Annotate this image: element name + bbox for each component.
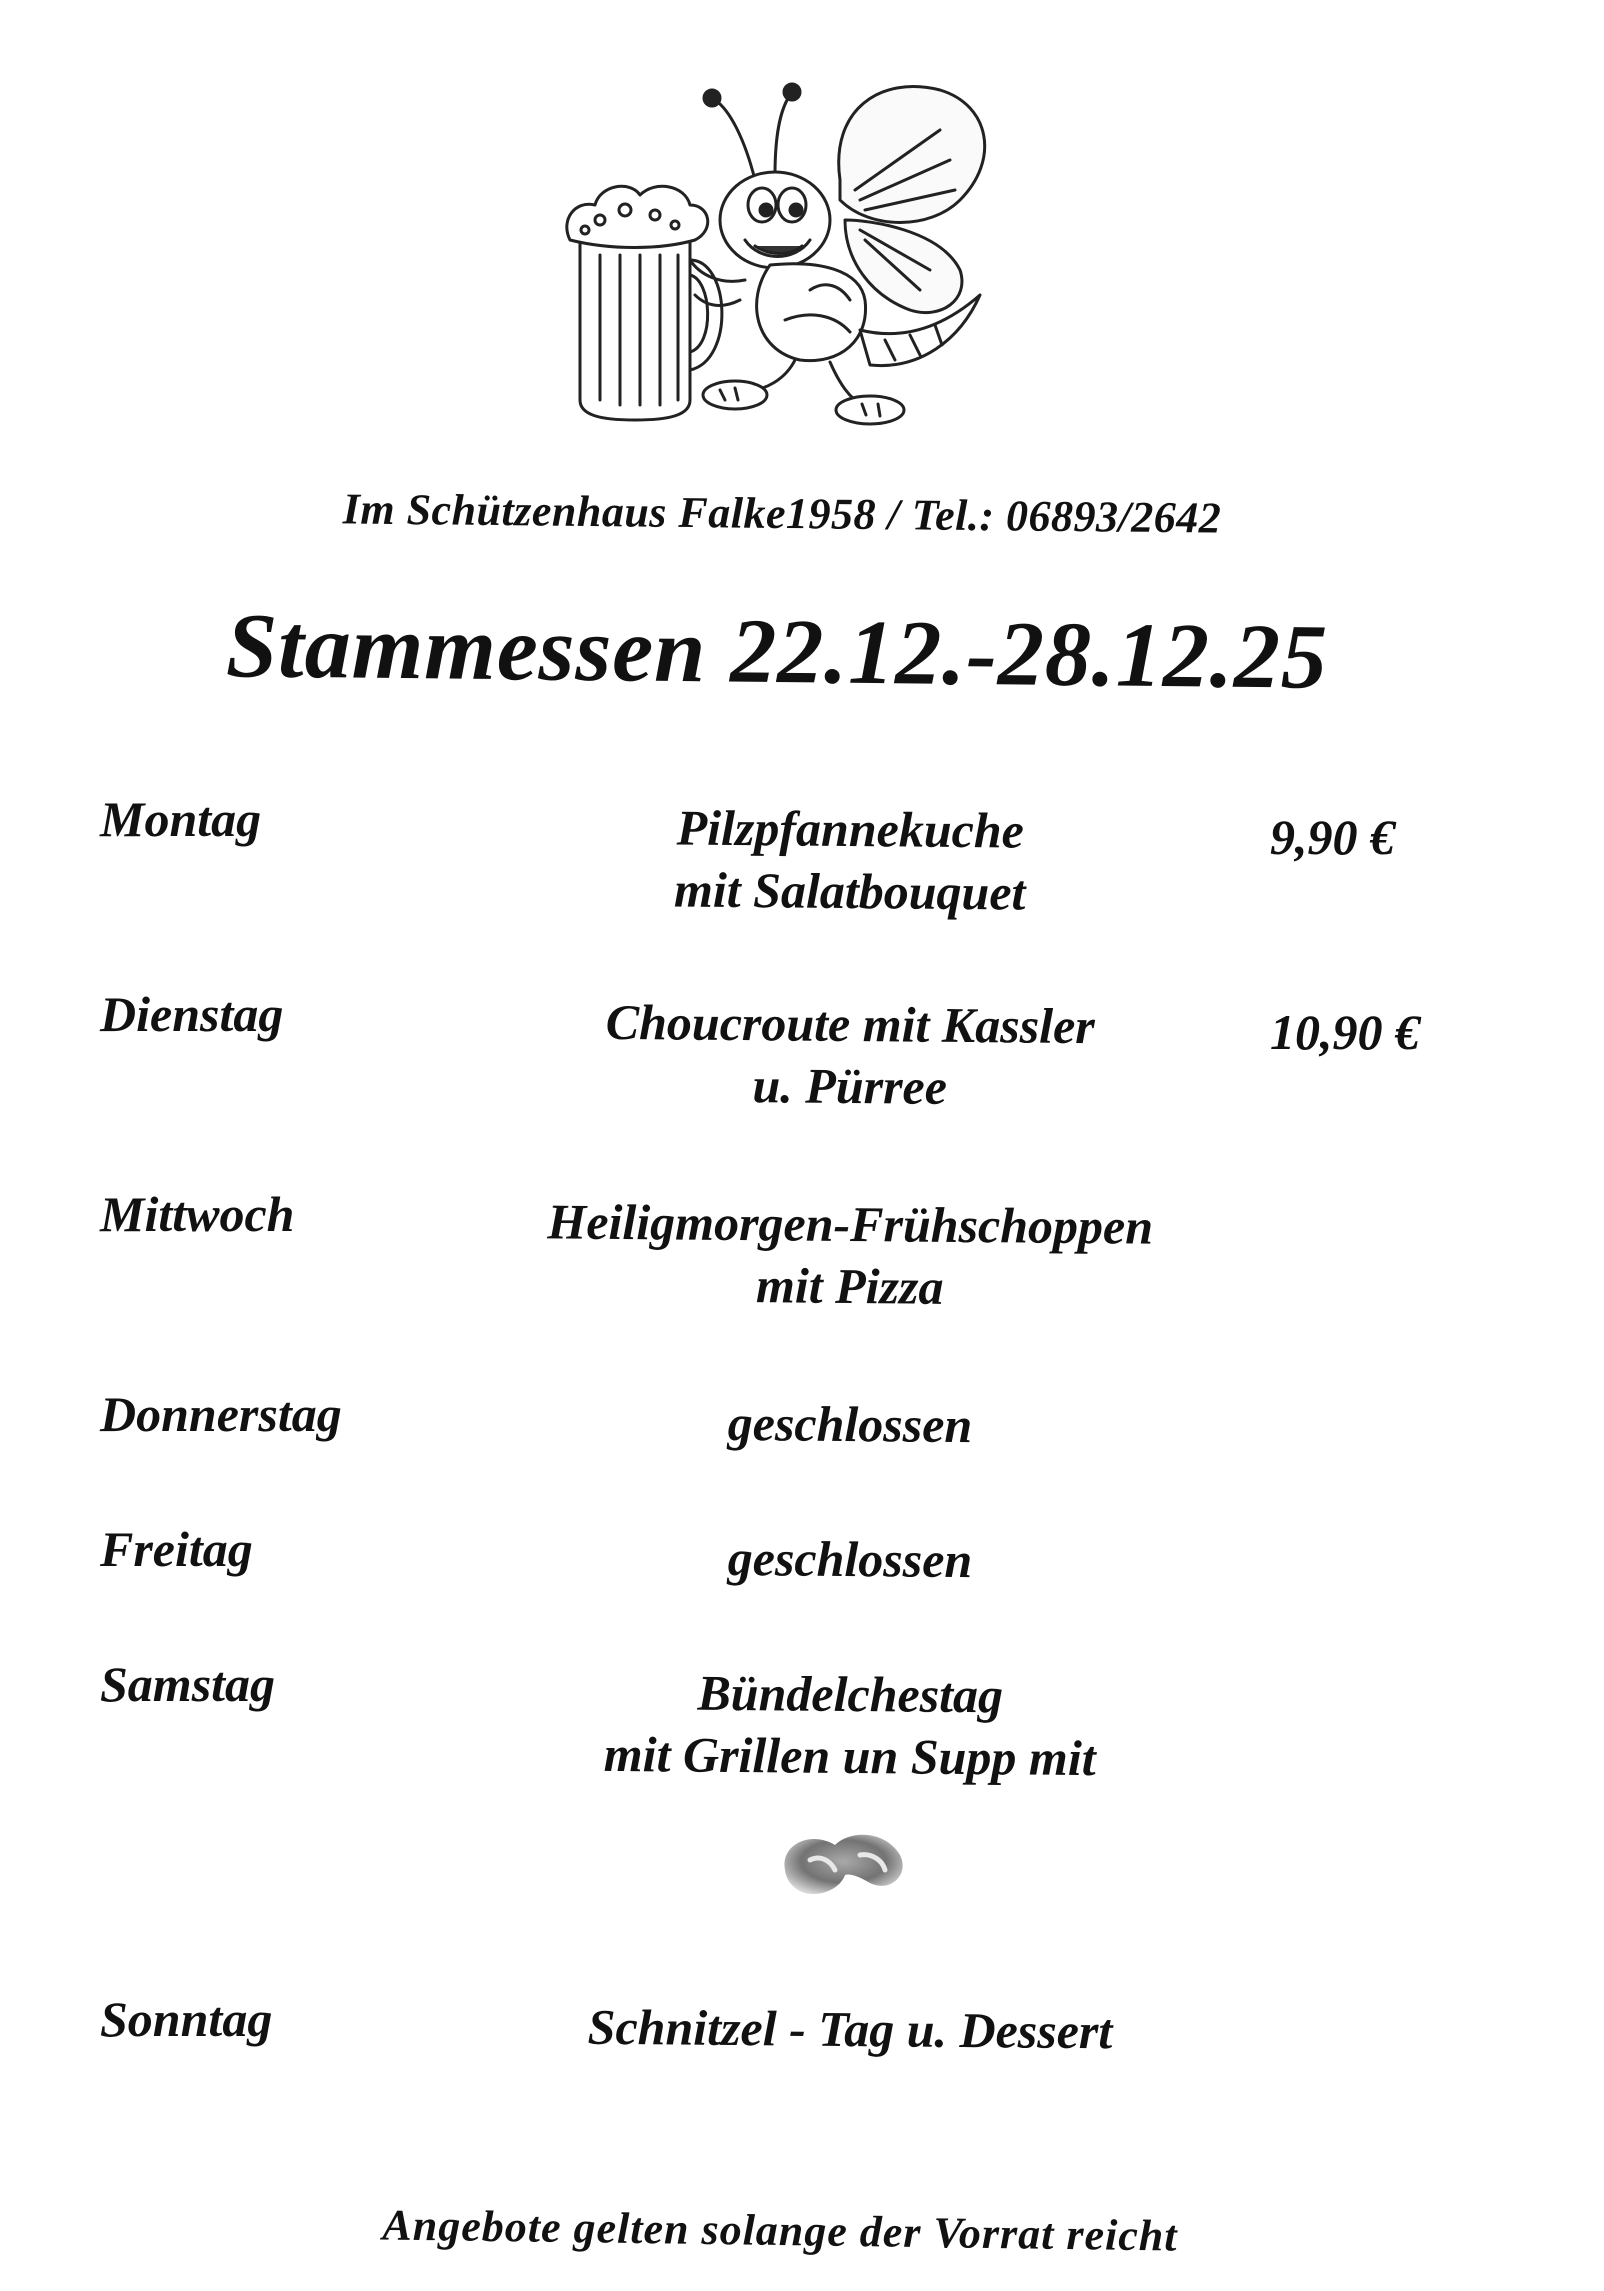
dish-line: Schnitzel - Tag u. Dessert	[587, 1998, 1113, 2060]
dish-line: Bündelchestag	[697, 1664, 1004, 1724]
bee-with-beer-mug-icon	[540, 70, 1020, 450]
dish-description	[349, 1189, 1350, 1322]
pretzel-icon	[770, 1815, 920, 1905]
restaurant-address-phone: Im Schützenhaus Falke1958 / Tel.: 06893/2642	[342, 484, 1222, 543]
dish-line: Heiligmorgen-Frühschoppen	[547, 1193, 1154, 1255]
footer-note: Angebote gelten solange der Vorrat reicht	[382, 2200, 1178, 2261]
day-label: Samstag	[100, 1656, 276, 1712]
dish-description	[350, 1524, 1351, 1595]
price-label: 9,90 €	[1270, 809, 1395, 865]
dish-line: Pilzpfannekuche	[676, 799, 1025, 859]
day-label: Sonntag	[100, 1991, 273, 2047]
day-label: Freitag	[100, 1521, 253, 1577]
dish-line: Choucroute mit Kassler	[605, 993, 1096, 1055]
dish-line: mit Grillen un Supp mit	[603, 1725, 1096, 1787]
price-label: 10,90 €	[1270, 1004, 1420, 1060]
dish-line: u. Pürree	[752, 1057, 948, 1115]
day-label: Montag	[100, 791, 262, 847]
day-label: Mittwoch	[100, 1186, 295, 1242]
dish-line: geschlossen	[727, 1394, 973, 1454]
dish-description	[349, 989, 1350, 1122]
dish-description	[350, 1389, 1351, 1460]
dish-description	[349, 1659, 1350, 1792]
page-title: Stammessen 22.12.-28.12.25	[225, 594, 1329, 708]
dish-line: mit Salatbouquet	[673, 861, 1026, 921]
day-label: Donnerstag	[100, 1386, 342, 1442]
day-label: Dienstag	[100, 986, 284, 1042]
dish-line: geschlossen	[727, 1529, 973, 1589]
dish-description	[349, 794, 1350, 927]
dish-line: mit Pizza	[755, 1257, 944, 1315]
dish-description	[350, 1994, 1351, 2065]
